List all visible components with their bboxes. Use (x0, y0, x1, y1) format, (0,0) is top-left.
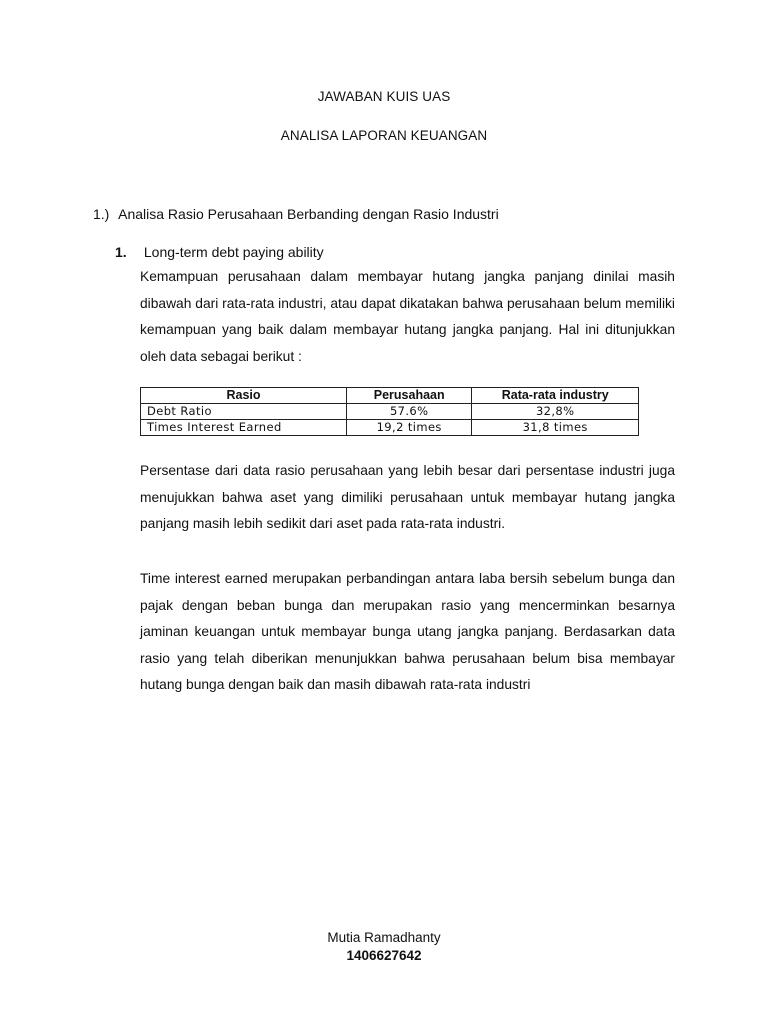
section-heading (93, 206, 499, 222)
table-header-rasio: Rasio (141, 388, 347, 404)
paragraph-debt-ratio: Persentase dari data rasio perusahaan yang lebih besar dari persentase industri juga menujukkan bahwa aset yang dimiliki perusahaan untuk membayar hutang jangka panjang masih lebih sedikit dari aset pada rata-rata industri. (140, 463, 675, 531)
item-title: Long-term debt paying ability (143, 244, 324, 260)
table-cell: Debt Ratio (141, 404, 347, 420)
section-number: 1.) (93, 206, 110, 222)
paragraph-times-interest: Time interest earned merupakan perbandingan antara laba bersih sebelum bunga dan pajak dengan beban bunga dan merupakan rasio yang mencerminkan besarnya jaminan keuangan untuk membayar bunga utang jangka panjang. Berdasarkan data rasio yang telah diberikan menunjukkan bahwa perusahaan belum bisa membayar hutang bunga dengan baik dan masih dibawah rata-rata industri (140, 571, 675, 692)
table-header-industri: Rata-rata industry (472, 388, 639, 404)
table-header-row (141, 388, 639, 404)
author-name: Mutia Ramadhanty (327, 930, 441, 945)
table-row (141, 404, 639, 420)
section-title: Analisa Rasio Perusahaan Berbanding dengan Rasio Industri (118, 206, 499, 222)
document-subtitle: ANALISA LAPORAN KEUANGAN (280, 128, 488, 143)
table-header-perusahaan: Perusahaan (347, 388, 472, 404)
item-heading (115, 244, 324, 260)
table-cell: 32,8% (472, 404, 639, 420)
author-id: 1406627642 (346, 948, 422, 963)
table-cell: 19,2 times (347, 420, 472, 436)
ratio-table (140, 387, 639, 436)
table-cell: 57.6% (347, 404, 472, 420)
table-row (141, 420, 639, 436)
table-cell: 31,8 times (472, 420, 639, 436)
item-number: 1. (115, 244, 127, 260)
paragraph-intro: Kemampuan perusahaan dalam membayar hutang jangka panjang dinilai masih dibawah dari rata-rata industri, atau dapat dikatakan bahwa perusahaan belum memiliki kemampuan yang baik dalam membayar hutang jangka panjang. Hal ini ditunjukkan oleh data sebagai berikut : (140, 269, 675, 364)
document-title: JAWABAN KUIS UAS (317, 89, 451, 104)
table-cell: Times Interest Earned (141, 420, 347, 436)
